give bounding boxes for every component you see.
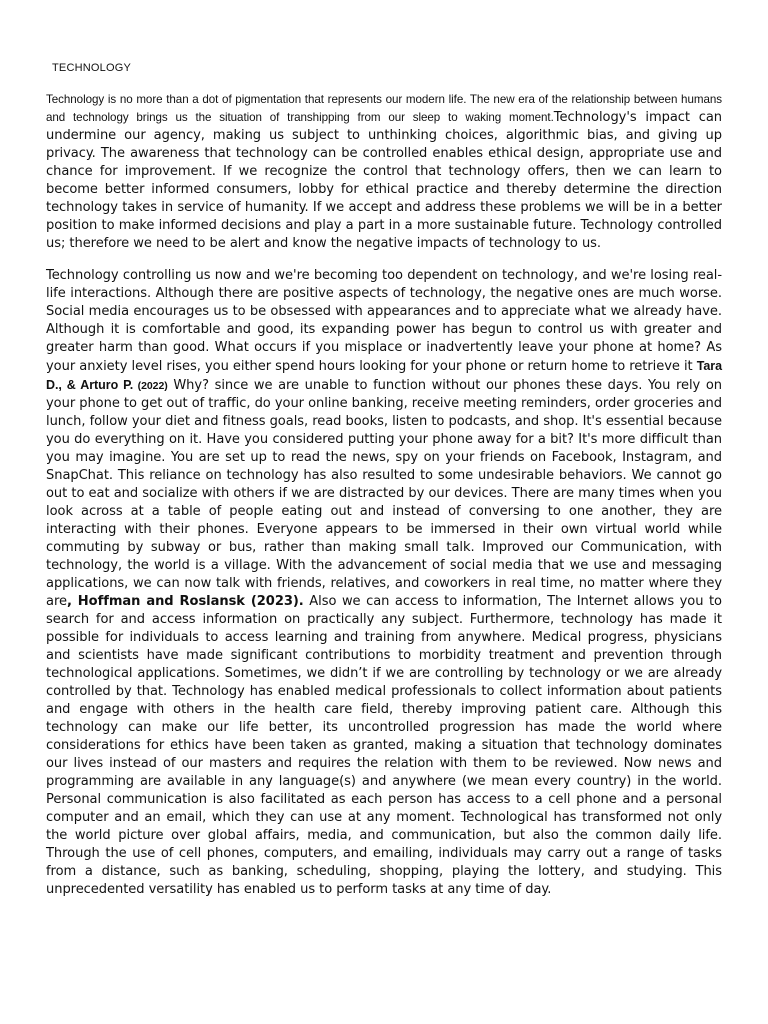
citation-tara-arturo-year: (2022) — [133, 380, 168, 392]
paragraph-1 — [46, 91, 722, 253]
paragraph-2 — [46, 267, 722, 899]
document-page — [46, 62, 722, 899]
paragraph-2-part-b: Why? since we are unable to function without our phones these days. You rely on your phone to get out of traffic, do your online banking, receive meeting reminders, order groceries and lunch, follow your diet and fitness goals, read books, listen to podcasts, and shop. It's essential because you do everything on it. Have you considered putting your phone away for a bit? It's more difficult than you may imagine. You are set up to read the news, spy on your friends on Facebook, Instagram, and SnapChat. This reliance on technology has also resulted to some undesirable behaviors. We cannot go out to eat and socialize with others if we are distracted by our devices. There are many times when you look across at a table of people eating out and instead of conversing to one another, they are interacting with their phones. Everyone appears to be immersed in their own virtual world while commuting by subway or bus, rather than making small talk. Improved our Communication, with technology, the world is a village. With the advancement of social media that we use and messaging applications, we can now talk with friends, relatives, and coworkers in real time, no matter where they are — [46, 378, 723, 609]
paragraph-1-body: Technology's impact can undermine our agency, making us subject to unthinking choices, algorithmic bias, and giving up privacy. The awareness that technology can be controlled enables ethical design, appropriate use and chance for improvement. If we recognize the control that technology offers, then we can learn to become better informed consumers, lobby for ethical practice and thereby determine the direction technology takes in service of humanity. If we accept and address these problems we will be in a better position to make informed decisions and play a part in a more sustainable future. Technology controlled us; therefore we need to be alert and know the negative impacts of technology to us. — [46, 110, 722, 251]
document-title: TECHNOLOGY — [52, 62, 132, 74]
paragraph-2-part-c: Also we can access to information, The Internet allows you to search for and access information on practically any subject. Furthermore, technology has made it possible for individuals to access learning and training from anywhere. Medical progress, physicians and scientists have made significant contributions to morbidity treatment and prevention through technological applications. Sometimes, we didn’t if we are controlling by technology or we are already controlled by that. Technology has enabled medical professionals to collect information about patients and engage with others in the health care field, thereby improving patient care. Although this technology can make our life better, its uncontrolled progression has made the world where considerations for ethics have been taken as granted, making a situation that technology dominates our lives instead of our masters and requires the relation with them to be reviewed. Now news and programming are available in any language(s) and anywhere (we mean every country) in the world. Personal communication is also facilitated as each person has access to a cell phone and a personal computer and an email, which they can use at any moment. Technological has transformed not only the world picture over global affairs, media, and communication, but also the common daily life. Through the use of cell phones, computers, and emailing, individuals may carry out a range of tasks from a distance, such as banking, scheduling, shopping, playing the lottery, and studying. This unprecedented versatility has enabled us to perform tasks at any time of day. — [46, 594, 722, 897]
paragraph-2-part-a: Technology controlling us now and we're becoming too dependent on technology, and we're losing real-life interactions. Although there are positive aspects of technology, the negative ones are much worse. Social media encourages us to be obsessed with appearances and to appreciate what we already have. Although it is comfortable and good, its expanding power has begun to control us with greater and greater harm than good. What occurs if you misplace or inadvertently leave your phone at home? As your anxiety level rises, you either spend hours looking for your phone or return home to retrieve it — [46, 268, 722, 374]
citation-tara-arturo-authors: Tara D., & Arturo P. — [46, 359, 722, 392]
citation-hoffman-roslansk: , Hoffman and Roslansk (2023). — [66, 594, 304, 609]
paragraph-1-intro: Technology is no more than a dot of pigmentation that represents our modern life. The new era of the relationship between humans and technology brings us the situation of transhipping from our sleep to waking moment. — [46, 93, 722, 124]
